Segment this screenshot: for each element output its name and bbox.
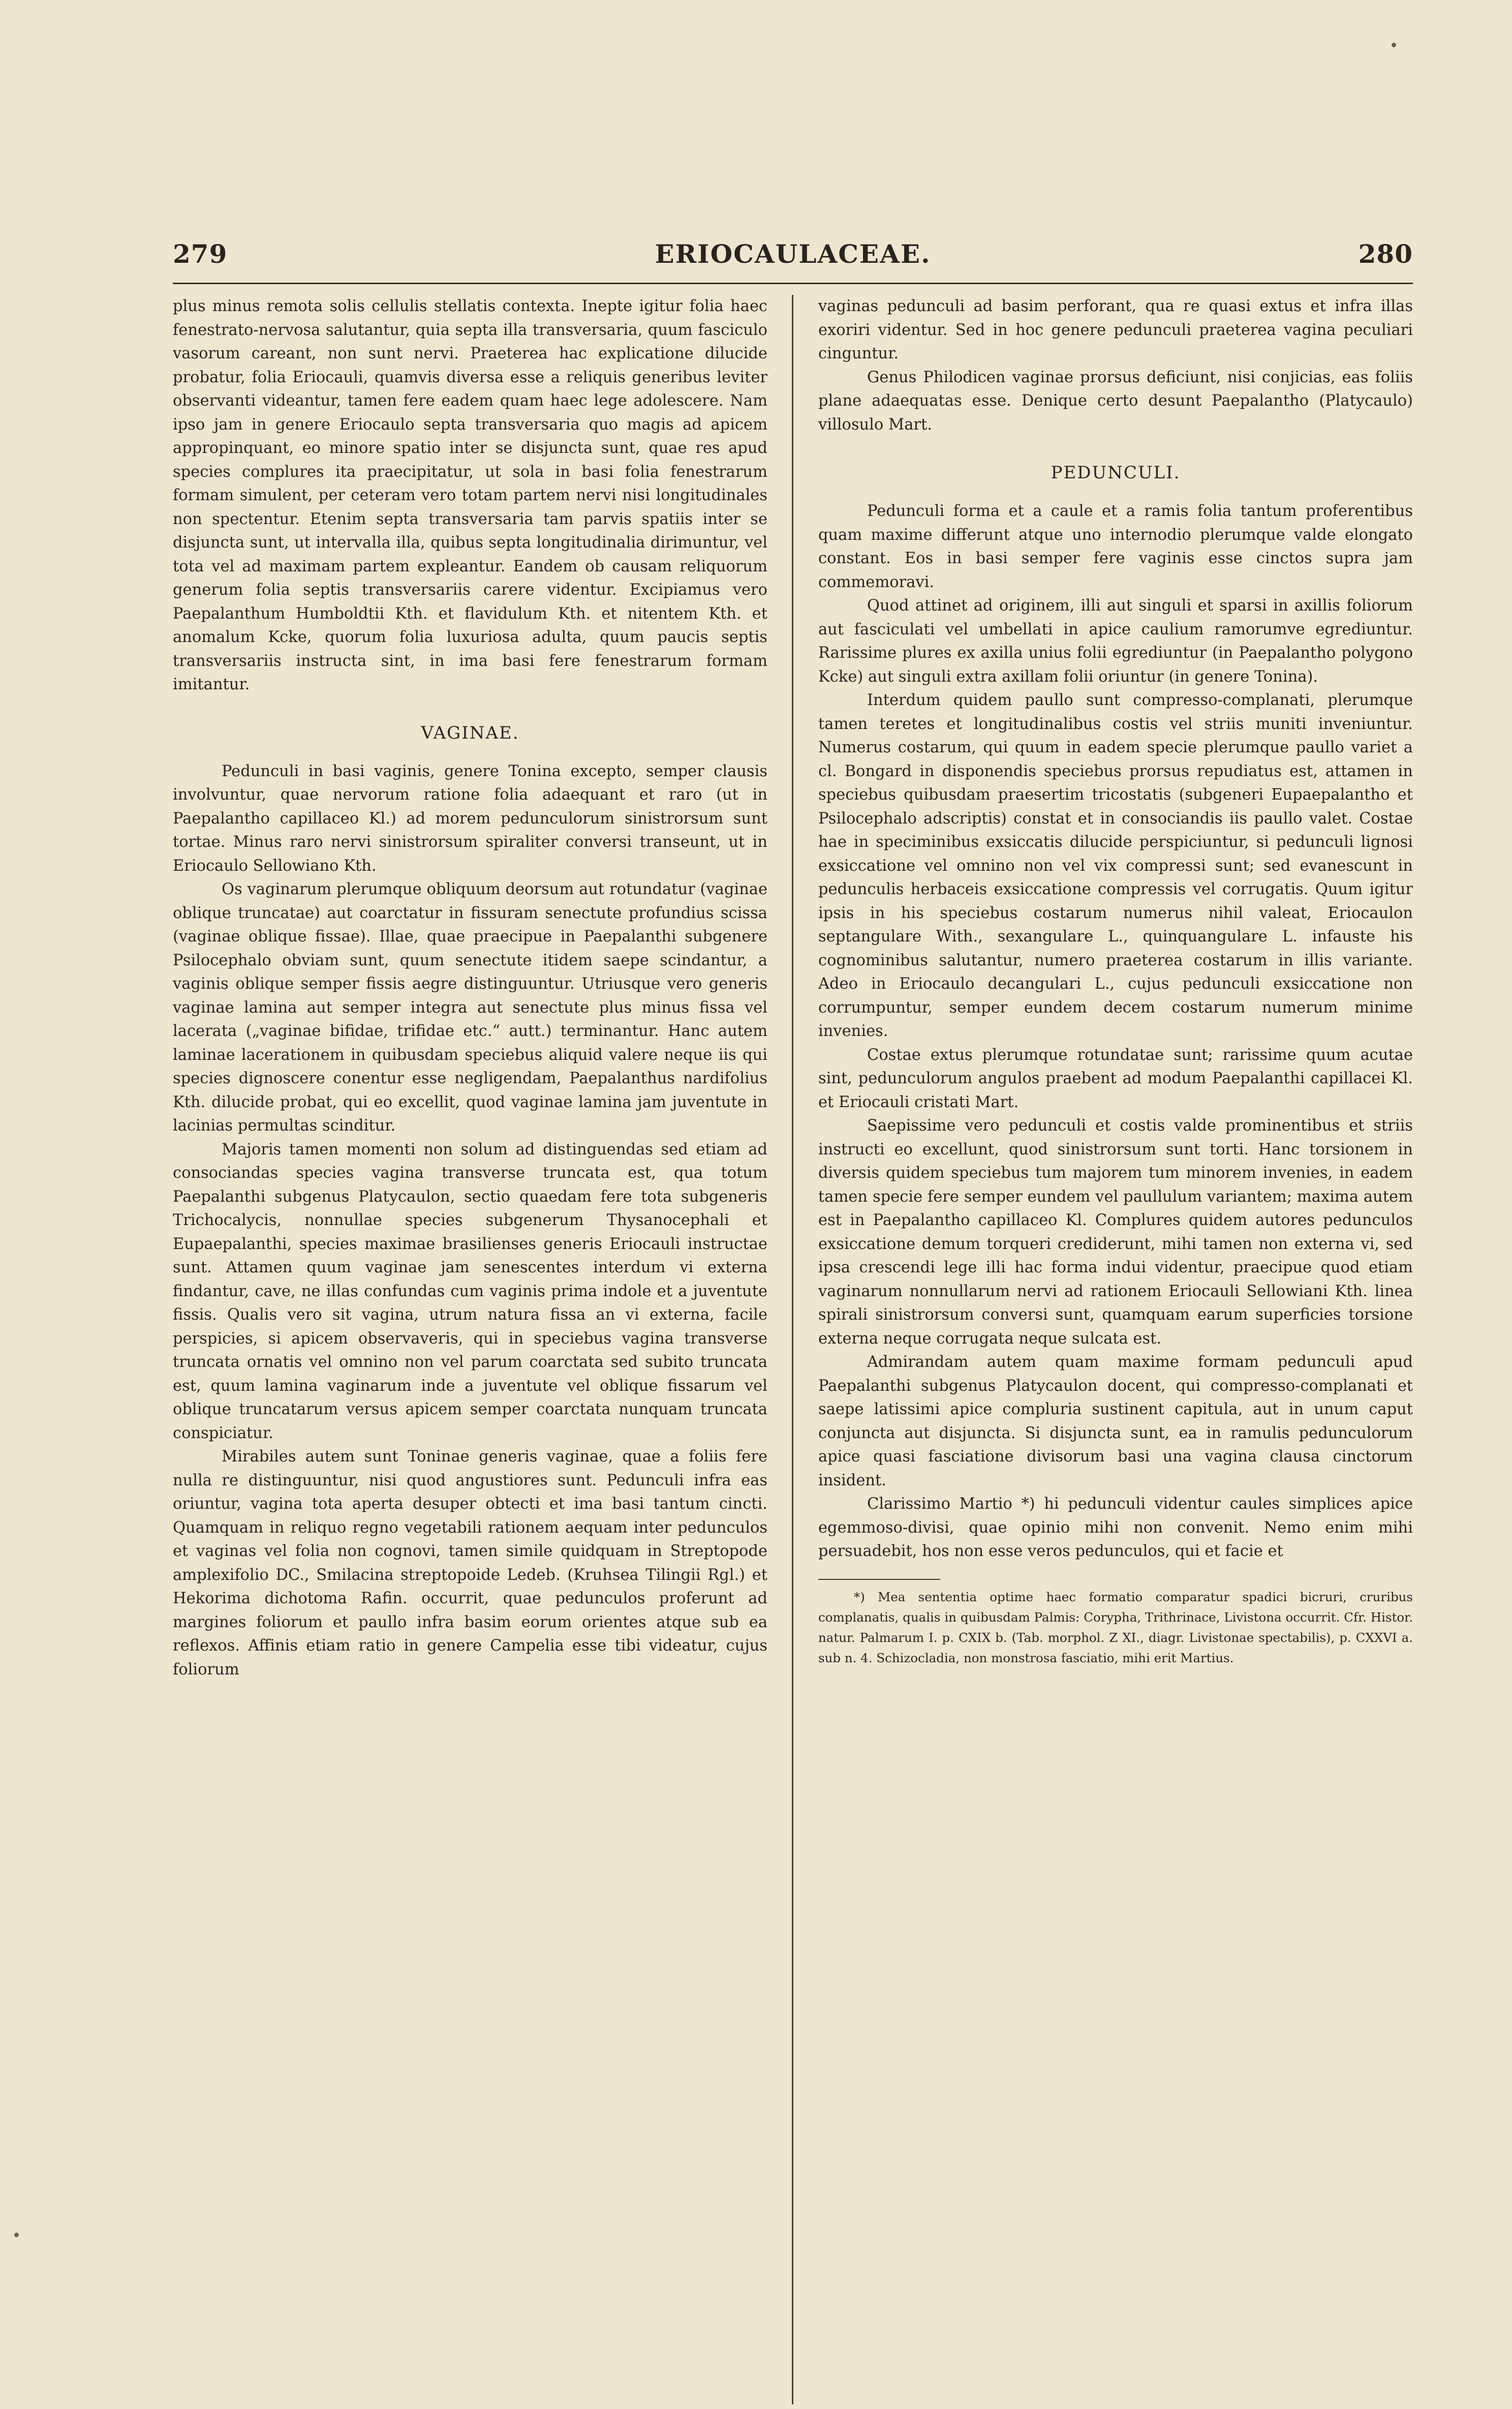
paragraph: Interdum quidem paullo sunt compresso-complanati, plerumque tamen teretes et longitudinalibus costis vel striis muniti inveniuntur. Numerus costarum, qui quum in eadem specie plerumque paullo variet a cl. Bongard in disponendis speciebus prorsus repudiatus est, attamen in speciebus quibusdam praesertim tricostatis (subgeneri Eupaepalantho et Psilocephalo adscriptis) constat et in consociandis iis paullo valet. Costae hae in speciminibus exsiccatis dilucide perspiciuntur, si pedunculi lignosi exsiccatione vel omnino non vel vix compressi sunt; sed evanescunt in pedunculis herbaceis exsiccatione compressis vel corrugatis. Quum igitur ipsis in his speciebus costarum numerus nihil valeat, Eriocaulon septangulare With., sexangulare L., quinquangulare L. infauste his cognominibus salutantur, numero praeterea costarum in illis variante. Adeo in Eriocaulo decangulari L., cujus pedunculi exsiccatione non corrumpuntur, semper eundem decem costarum numerum minime invenies. [818,691,1413,1040]
paragraph: Pedunculi in basi vaginis, genere Tonina excepto, semper clausis involvuntur, quae nervorum ratione folia adaequant et raro (ut in Paepalantho capillaceo Kl.) ad morem pedunculorum sinistrorsum sunt tortae. Minus raro nervi sinistrorsum spiraliter conversi transeunt, ut in Eriocaulo Sellowiano Kth. [173,762,767,875]
running-head [173,239,1413,275]
paragraph: Pedunculi forma et a caule et a ramis folia tantum proferentibus quam maxime differunt atque uno internodio plerumque valde elongato constant. Eos in basi semper fere vaginis esse cinctos supra jam commemoravi. [818,502,1413,591]
paragraph: Majoris tamen momenti non solum ad distinguendas sed etiam ad consociandas species vagina transverse truncata est, qua totum Paepalanthi subgenus Platycaulon, sectio quaedam fere tota subgeneris Trichocalycis, nonnullae species subgenerum Thysanocephali et Eupaepalanthi, species maximae brasilienses generis Eriocauli instructae sunt. Attamen quum vaginae jam senescentes interdum vi externa findantur, cave, ne illas confundas cum vaginis prima indole et a juventute fissis. Qualis vero sit vagina, utrum natura fissa an vi externa, facile perspicies, si apicem observaveris, qui in speciebus vagina transverse truncata ornatis vel omnino non vel parum coarctata sed subito truncata est, quum lamina vaginarum inde a juventute vel oblique fissarum vel oblique truncatarum versus apicem semper coarctata nunquam truncata conspiciatur. [173,1140,767,1442]
paragraph: Os vaginarum plerumque obliquum deorsum aut rotundatur (vaginae oblique truncatae) aut coarctatur in fissuram senectute profundius scissa (vaginae oblique fissae). Illae, quae praecipue in Paepalanthi subgenere Psilocephalo obviam sunt, quum senectute itidem saepe scindantur, a vaginis oblique semper fissis aegre distinguuntur. Utriusque vero generis vaginae lamina aut semper integra aut senectute plus minus fissa vel lacerata („vaginae bifidae, trifidae etc.“ autt.) terminantur. Hanc autem laminae lacerationem in quibusdam speciebus aliquid valere neque iis qui species dignoscere conentur esse negligendam, Paepalanthus nardifolius Kth. dilucide probat, qui eo excellit, quod vaginae lamina jam juventute in lacinias permultas scinditur. [173,880,767,1135]
section-heading-pedunculi: PEDUNCULI. [1051,463,1181,483]
footnote-text: *) Mea sententia optime haec formatio comparatur spadici bicruri, cruribus complanatis, qualis in quibusdam Palmis: Corypha, Trithrinace, Livistona occurrit. Cfr. Histor. natur. Palmarum I. p. CXIX b. (Tab. morphol. Z XI., diagr. Livistonae spectabilis), p. CXXVI a. sub n. 4. Schizocladia, non monstrosa fasciatio, mihi erit Martius. [818,1589,1413,1665]
paragraph: Mirabiles autem sunt Toninae generis vaginae, quae a foliis fere nulla re distinguuntur, nisi quod angustiores sunt. Pedunculi infra eas oriuntur, vagina tota aperta desuper obtecti et ima basi tantum cincti. Quamquam in reliquo regno vegetabili rationem aequam inter pedunculos et vaginas vel folia non cognovi, tamen simile quidquam in Streptopode amplexifolio DC., Smilacina streptopoide Ledeb. (Kruhsea Tilingii Rgl.) et Hekorima dichotoma Rafin. occurrit, quae pedunculos proferunt ad margines foliorum et paullo infra basim eorum orientes atque sub ea reflexos. Affinis etiam ratio in genere Campelia esse tibi videatur, cujus foliorum [173,1448,767,1679]
paper-speck [1392,43,1396,47]
paper-speck [14,2233,19,2237]
running-title: ERIOCAULACEAE. [655,239,931,269]
right-column [818,295,1413,1668]
paragraph: Clarissimo Martio *) hi pedunculi videntur caules simplices apice egemmoso-divisi, quae opinio mihi non convenit. Nemo enim mihi persuadebit, hos non esse veros pedunculos, qui et facie et [818,1495,1413,1560]
paragraph: Admirandam autem quam maxime formam pedunculi apud Paepalanthi subgenus Platycaulon docent, qui compresso-complanati et saepe latissimi apice compluria sustinent capitula, aut in unum caput conjuncta aut disjuncta. Si disjuncta sunt, ea in ramulis pedunculorum apice quasi fasciatione divisorum basi una vagina clausa cinctorum insident. [818,1353,1413,1489]
paragraph: Quod attinet ad originem, illi aut singuli et sparsi in axillis foliorum aut fasciculati vel umbellati in apice caulium ramorumve egrediuntur. Rarissime plures ex axilla unius folii egrediuntur (in Paepalantho polygono Kcke) aut singuli extra axillam folii oriuntur (in genere Tonina). [818,597,1413,686]
footnote [818,1587,1413,1668]
paragraph: Genus Philodicen vaginae prorsus deficiunt, nisi conjicias, eas foliis plane adaequatas esse. Denique certo desunt Paepalantho (Platycaulo) villosulo Mart. [818,368,1413,434]
paragraph: Costae extus plerumque rotundatae sunt; rarissime quum acutae sint, pedunculorum angulos praebent ad modum Paepalanthi capillacei Kl. et Eriocauli cristati Mart. [818,1046,1413,1111]
left-column [173,295,767,1682]
header-rule [173,283,1413,284]
paragraph: vaginas pedunculi ad basim perforant, qua re quasi extus et infra illas exoriri videntur. Sed in hoc genere pedunculi praeterea vagina peculiari cinguntur. [818,297,1413,362]
paragraph: Saepissime vero pedunculi et costis valde prominentibus et striis instructi eo excellunt, quod sinistrorsum sunt torti. Hanc torsionem in diversis quidem speciebus tum majorem tum minorem invenies, in eadem tamen specie fere semper eundem vel paullulum variantem; maxima autem est in Paepalantho capillaceo Kl. Complures quidem autores pedunculos exsiccatione demum torqueri crediderunt, mihi tamen non externa vi, sed ipsa crescendi lege illi hac forma indui videntur, praecipue quod etiam vaginarum nonnullarum nervi ad rationem Eriocauli Sellowiani Kth. linea spirali sinistrorsum conversi sunt, quamquam earum superficies torsione externa neque corrugata neque sulcata est. [818,1117,1413,1348]
left-page-number: 279 [173,239,228,269]
column-divider [792,295,793,2404]
right-page-number: 280 [1358,239,1413,269]
section-heading-vaginae: VAGINAE. [421,722,519,743]
footnote-rule [818,1579,940,1580]
paragraph: plus minus remota solis cellulis stellatis contexta. Inepte igitur folia haec fenestrato-nervosa salutantur, quia septa illa transversaria, quum fasciculo vasorum careant, non sunt nervi. Praeterea hac explicatione dilucide probatur, folia Eriocauli, quamvis diversa esse a reliquis generibus leviter observanti videantur, tamen fere eadem quam haec lege adolescere. Nam ipso jam in genere Eriocaulo septa transversaria quo magis ad apicem appropinquant, eo minore spatio inter se disjuncta sunt, quae res apud species complures ita praecipitatur, ut sola in basi folia fenestrarum formam simulent, per ceteram vero totam partem nervi nisi longitudinales non spectentur. Etenim septa transversaria tam parvis spatiis inter se disjuncta sunt, ut intervalla illa, quibus septa longitudinalia dirimuntur, vel tota vel ad maximam partem expleantur. Eandem ob causam reliquorum generum folia septis transversariis carere videntur. Excipiamus vero Paepalanthum Humboldtii Kth. et flavidulum Kth. et nitentem Kth. et anomalum Kcke, quorum folia luxuriosa adulta, quum paucis septis transversariis instructa sint, in ima basi fere fenestrarum formam imitantur. [173,297,767,693]
